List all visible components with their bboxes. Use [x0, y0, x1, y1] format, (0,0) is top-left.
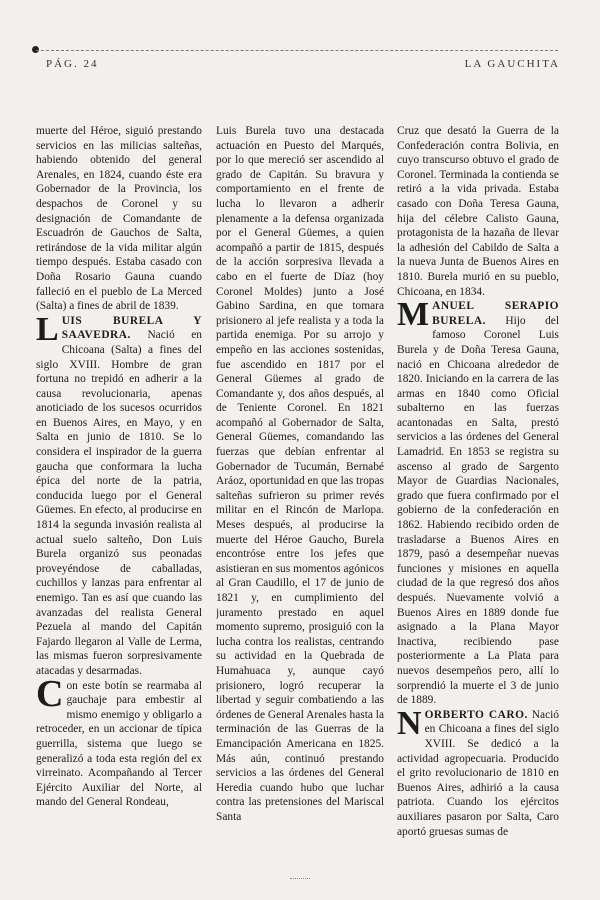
- entry-heading: ANUEL SERAPIO BURELA.: [432, 300, 559, 327]
- entry-heading: UIS BURELA Y SAAVEDRA.: [61, 314, 202, 342]
- drop-cap: L: [36, 310, 59, 348]
- column-3: [397, 124, 559, 854]
- entry-heading: ORBERTO CARO.: [424, 708, 528, 721]
- drop-cap: M: [397, 296, 430, 334]
- paragraph: [36, 672, 202, 810]
- entry-text: Nació en Chicoana (Salta) a fines del siglo XVIII. Hombre de gran fortuna no trepidó en adherir a la causa revolucionaria, apenas anoticiado de los sucesos ocurridos en Buenos Aires, en Mayo, y en Salta en junio de 1810. Se lo considera el inspirador de la guerra gaucha que conformara la lucha épica del norte de la patria, conducida luego por el General Güemes. En efecto, al producirse en 1814 la segunda invasión realista al actual suelo salteño, Don Luis Burela organizó sus peonadas proveyéndose de caballadas, cuchillos y lanzas para enfrentar al enemigo. Tan es así que cuando las avanzadas del realista General Pezuela al mando del Capitán Fajardo llegaron al Valle de Lerma, las mismas fueron sorpresivamente atacadas y desarmadas.: [36, 329, 202, 677]
- paragraph: muerte del Héroe, siguió prestando servicios en las milicias salteñas, habiendo obtenido del general Arenales, en 1824, cuando éste era Gobernador de la Provincia, los despachos de Coronel y su designación de Comandante de Escuadrón de Gauchos de Salta, retirándose de la vida militar algún tiempo después. Estaba casado con Doña Rosario Gauna cuando falleció en el pueblo de La Merced (Salta) a fines de abril de 1839.: [36, 125, 202, 313]
- column-1: [36, 124, 202, 854]
- paragraph: Cruz que desató la Guerra de la Confederación contra Bolivia, en cuyo transcurso obtuvo el grado de Coronel. Terminada la contienda se retiró a la vida privada. Estaba casado con Doña Teresa Gauna, hija del célebre Calisto Gauna, protagonista de la hazaña de llevar la adhesión del Cabildo de Salta a la nueva Junta de Buenos Aires en 1810. Burela murió en su pueblo, Chicoana, en 1834.: [397, 125, 559, 298]
- header-rule: [36, 50, 558, 51]
- drop-cap: C: [36, 672, 64, 715]
- drop-cap: N: [397, 704, 422, 742]
- paragraph: Luis Burela tuvo una destacada actuación en Puesto del Marqués, por lo que mereció ser ascendido al grado de Capitán. Su bravura y comportamiento en el frente de lucha lo llevaron a adherir plenamente a la defensa organizada por el General Güemes, a quien acompañó a partir de 1815, después de la acción sorpresiva llevada a cabo en el fuerte de Díaz (hoy Coronel Moldes) junto a José Gabino Sardina, en que tomara prisionero al jefe realista y a toda la partida enemiga. Por su arrojo y empeño en las acciones sostenidas, fue ascendido en 1817 por el General Güemes al grado de Comandante y, dos años después, al de Teniente Coronel. En 1821 acompañó al Gobernador de Salta, General Güemes, comandando las fuerzas que debían enfrentar al Gobernador de Tucumán, Bernabé Aráoz, oportunidad en que las tropas salteñas sufrieron su primer revés militar en el Rincón de Marlopa. Meses después, al producirse la muerte del Héroe Gaucho, Burela encontróse entre los jefes que asistieran en sus momentos agónicos al Gran Caudillo, el 17 de junio de 1821 y, en cumplimiento del juramento prestado en aquel momento supremo, prosiguió con la lucha contra los realistas, centrando su actividad en la Quebrada de Humahuaca y, aunque cayó prisionero, logró recuperar la libertad y seguir combatiendo a las órdenes de General Arenales hasta la terminación de las Guerras de la Emancipación Americana en 1825. Más aún, continuó prestando servicios a las órdenes del General Heredia cuando hubo que luchar contra las pretensiones del Mariscal Santa: [216, 125, 384, 823]
- entry-norberto-caro: [397, 704, 559, 839]
- entry-luis-burela: [36, 310, 202, 679]
- entry-text: Nació en Chicoana a fines del siglo XVIII. Se dedicó a la actividad agropecuaria. Producido el grito revolucionario de 1810 en Buenos Aires, adhirió a la causa patriota. Cuando los ejércitos auxiliares pasaron por Salta, Caro aportó gruesas sumas de: [397, 708, 559, 838]
- entry-text: Hijo del famoso Coronel Luis Burela y de Doña Teresa Gauna, nació en Chicoana alrededor de 1820. Iniciando en la carrera de las armas en 1840 como Oficial subalterno en las fuerzas acantonadas en Salta, prestó servicios a las órdenes del General Lamadrid. En 1853 se registra su ascenso al grado de Sargento Mayor de Guardias Nacionales, grado que fuera confirmado por el gobierno de la confederación en 1862. Habiendo recibido orden de trasladarse a Buenos Aires en 1879, pasó a desempeñar nuevas funciones y misiones en aquella ciudad de la que regresó dos años después. Nuevamente volvió a Buenos Aires en 1889 donde fue asignado a la Plana Mayor Inactiva, recibiendo pase posteriormente a La Plata para nuevos desempeños pero, allí lo sorprendió la muerte el 3 de junio de 1889.: [397, 314, 559, 707]
- paragraph-text: on este botín se rearmaba al gauchaje para embestir al mismo enemigo y obligarlo a retroceder, en un accionar de típica guerrilla, sistema que luego se generalizó a toda esta región del ex virreinato. Acompañando al Tercer Ejército Auxiliar del Norte, al mando del General Rondeau,: [36, 679, 202, 809]
- page-number: PÁG. 24: [46, 58, 99, 70]
- footer-mark: [290, 878, 310, 883]
- column-2: [216, 124, 384, 854]
- entry-manuel-serapio-burela: [397, 296, 559, 708]
- magazine-title: LA GAUCHITA: [464, 58, 560, 70]
